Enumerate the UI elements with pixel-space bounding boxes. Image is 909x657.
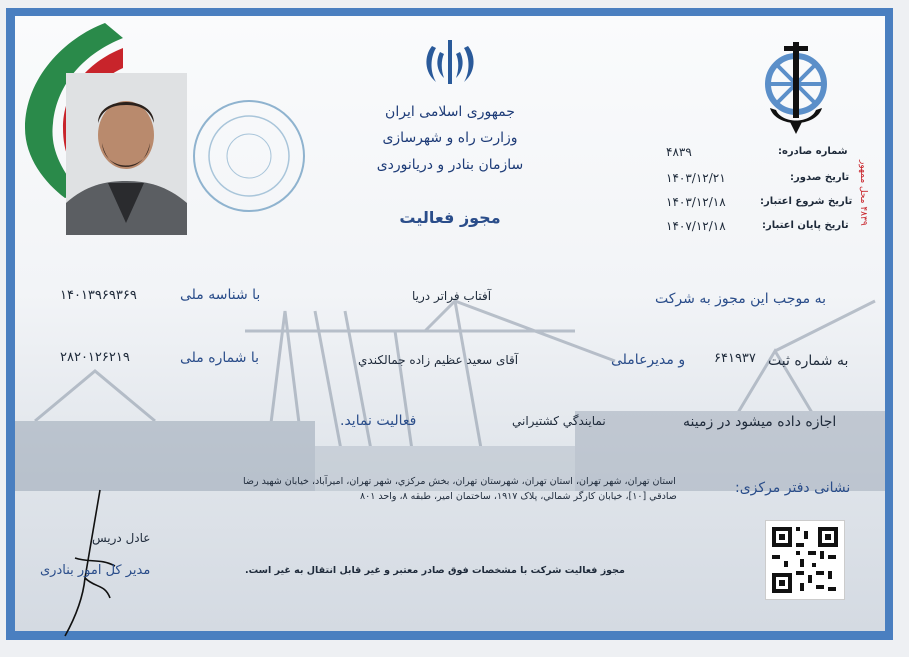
header-line-organization: سازمان بنادر و دریانوردی [376, 157, 524, 173]
address-line-1: استان تهران، شهر تهران، استان تهران، شهرستان تهران، بخش مرکزي، شهر تهران، امیرآباد، خیابان شهید رضا [243, 476, 676, 487]
profile-photo [66, 73, 187, 235]
seal-stamp-icon [190, 97, 308, 215]
manager-name: آقای سعید عظیم زاده جمالکندي [358, 353, 519, 367]
registration-label: به شماره ثبت [768, 353, 849, 369]
signatory-name: عادل دریس [92, 531, 151, 545]
issue-date-label: تاریخ صدور: [790, 172, 850, 183]
activity-field: نمایندگي کشتیراني [512, 414, 606, 428]
issue-date-value: ۱۴۰۳/۱۲/۲۱ [666, 171, 726, 185]
permit-label: اجازه داده میشود در زمینه [683, 414, 837, 430]
qr-code-icon [765, 520, 845, 600]
activity-text: فعالیت نماید. [340, 413, 417, 429]
company-label: به موجب این مجوز به شرکت [655, 291, 827, 307]
header-line-country: جمهوری اسلامی ایران [385, 104, 515, 120]
manager-id-label: با شماره ملی [180, 350, 260, 366]
header-line-ministry: وزارت راه و شهرسازی [382, 130, 518, 146]
manager-id-value: ۲۸۲۰۱۲۶۲۱۹ [60, 350, 130, 365]
manager-label: و مدیرعاملی [611, 352, 686, 368]
iran-emblem-icon [422, 38, 478, 88]
anchor-wheel-logo-icon [760, 38, 832, 138]
end-date-label: تاریخ پایان اعتبار: [762, 220, 849, 231]
issue-number-label: شماره صادره: [778, 146, 848, 157]
footer-note: مجوز فعالیت شرکت با مشخصات فوق صادر معتبر و غیر قابل انتقال به غیر است. [245, 565, 625, 576]
start-date-label: تاریخ شروع اعتبار: [760, 196, 853, 207]
company-name: آفتاب فراتر دریا [412, 289, 492, 303]
national-id-label: با شناسه ملی [180, 287, 261, 303]
address-line-2: صادقي [۱۰]، خیابان کارگر شمالي، پلاک ۱۹۱۷، ساختمان امیر، طبقه ۸، واحد ۸۰۱ [360, 491, 677, 502]
national-id-value: ۱۴۰۱۳۹۶۹۳۶۹ [60, 288, 137, 303]
registration-number: ۶۴۱۹۳۷ [714, 351, 756, 366]
document-title: مجوز فعالیت [399, 208, 501, 227]
address-label: نشانی دفتر مرکزی: [735, 480, 851, 496]
signatory-title: مدیر کل امور بنادری [40, 563, 151, 578]
issue-number-value: ۴۸۳۹ [666, 145, 692, 159]
side-stamp-text: ۴۸۳۹ محل ممهور [858, 160, 868, 226]
end-date-value: ۱۴۰۷/۱۲/۱۸ [666, 219, 726, 233]
start-date-value: ۱۴۰۳/۱۲/۱۸ [666, 195, 726, 209]
